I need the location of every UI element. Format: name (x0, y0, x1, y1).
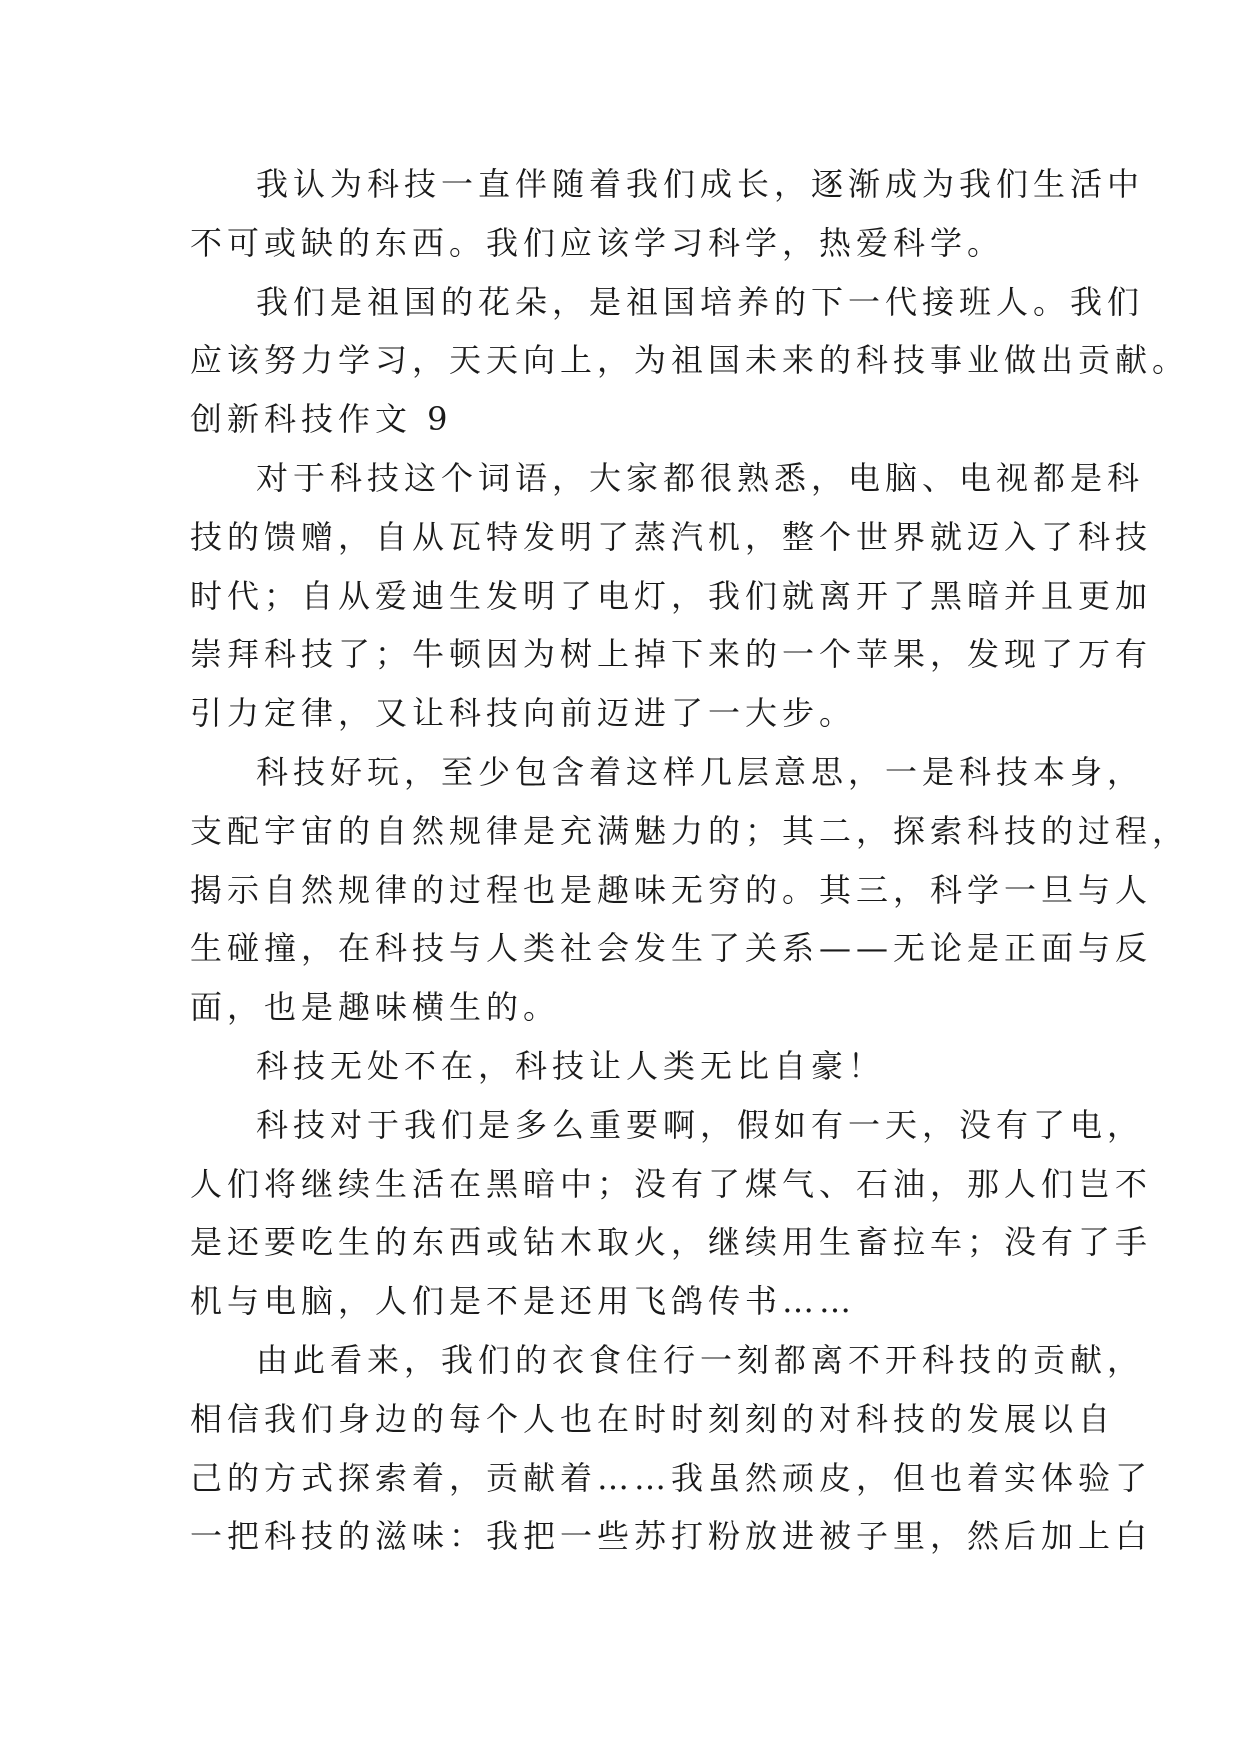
text-line: 技的馈赠，自从瓦特发明了蒸汽机，整个世界就迈入了科技 (190, 517, 1153, 556)
text-line: 时代；自从爱迪生发明了电灯，我们就离开了黑暗并且更加 (190, 576, 1153, 615)
text-line: 揭示自然规律的过程也是趣味无穷的。其三，科学一旦与人 (190, 870, 1153, 909)
text-line: 崇拜科技了；牛顿因为树上掉下来的一个苹果，发现了万有 (190, 635, 1153, 674)
text-line: 对于科技这个词语，大家都很熟悉，电脑、电视都是科 (256, 458, 1145, 497)
text-line: 面，也是趣味横生的。 (190, 988, 561, 1027)
text-line: 人们将继续生活在黑暗中；没有了煤气、石油，那人们岂不 (190, 1164, 1153, 1203)
document-page (190, 155, 1190, 1566)
text-line: 支配宇宙的自然规律是充满魅力的；其二，探索科技的过程， (190, 811, 1190, 850)
text-line: 科技无处不在，科技让人类无比自豪！ (256, 1046, 886, 1085)
text-line: 己的方式探索着，贡献着……我虽然顽皮，但也着实体验了 (190, 1458, 1153, 1497)
text-line: 机与电脑，人们是不是还用飞鸽传书…… (190, 1282, 857, 1321)
text-line: 相信我们身边的每个人也在时时刻刻的对科技的发展以自 (190, 1399, 1116, 1438)
text-line: 应该努力学习，天天向上，为祖国未来的科技事业做出贡献。 (190, 341, 1190, 380)
text-line: 引力定律，又让科技向前迈进了一大步。 (190, 694, 857, 733)
text-line: 生碰撞，在科技与人类社会发生了关系——无论是正面与反 (190, 929, 1153, 968)
section-heading: 创新科技作文 9 (190, 400, 453, 439)
text-line: 科技对于我们是多么重要啊，假如有一天，没有了电， (256, 1105, 1145, 1144)
text-line: 一把科技的滋味：我把一些苏打粉放进被子里，然后加上白 (190, 1517, 1153, 1556)
text-line: 是还要吃生的东西或钻木取火，继续用生畜拉车；没有了手 (190, 1223, 1153, 1262)
text-line: 由此看来，我们的衣食住行一刻都离不开科技的贡献， (256, 1340, 1145, 1379)
text-line: 科技好玩，至少包含着这样几层意思，一是科技本身， (256, 752, 1145, 791)
text-line: 我认为科技一直伴随着我们成长，逐渐成为我们生活中 (256, 165, 1145, 203)
text-line: 我们是祖国的花朵，是祖国培养的下一代接班人。我们 (256, 282, 1145, 321)
text-line: 不可或缺的东西。我们应该学习科学，热爱科学。 (190, 223, 1005, 262)
